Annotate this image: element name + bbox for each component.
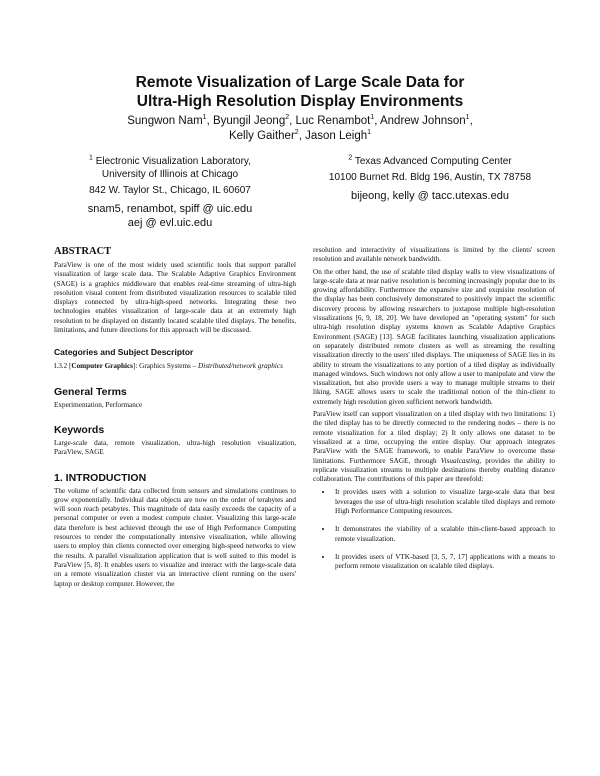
- author-name: Byungil Jeong: [212, 115, 286, 127]
- general-terms-heading: General Terms: [54, 385, 127, 398]
- affiliation-email: [60, 202, 280, 230]
- affiliation-name: [60, 155, 280, 168]
- affiliation-address: 10100 Burnet Rd. Bldg 196, Austin, TX 78758: [328, 172, 532, 183]
- affiliation-line-2: University of Illinois at Chicago: [101, 169, 239, 180]
- list-item: • It provides users of VTK-based [3, 5, 7, 17] applications with a means to perform remote visualization on scalable tiled displays.: [333, 553, 555, 572]
- affil-mark: 1: [89, 154, 93, 162]
- contribution-list: [313, 488, 555, 571]
- author-sep: ,: [206, 115, 213, 127]
- list-item: • It demonstrates the viability of a scalable thin-client-based approach to remote visualization.: [333, 525, 555, 544]
- affiliation-email: [310, 189, 550, 203]
- title-line-2: Ultra-High Resolution Display Environments: [136, 93, 464, 110]
- author-sep: ,: [289, 115, 296, 127]
- introduction-heading: 1. INTRODUCTION: [54, 471, 147, 484]
- categories-text: [54, 362, 296, 371]
- general-terms-text: Experimentation, Performance: [54, 400, 143, 409]
- paragraph: [313, 410, 555, 484]
- author-affil-mark: 1: [370, 114, 375, 122]
- categories-heading: Categories and Subject Descriptor: [54, 347, 194, 358]
- categories-rest: ]: Graphics Systems –: [132, 362, 199, 371]
- affil-mark: 2: [348, 154, 353, 162]
- author-line-2: [60, 129, 540, 144]
- paragraph: resolution and interactivity of visualizations is limited by the clients' screen resolution and available network bandwidth.: [313, 246, 555, 264]
- affiliation-right: [310, 155, 550, 203]
- abstract-text: ParaView is one of the most widely used scientific tools that support parallel visualization of large scale data. The Scalable Adaptive Graphics Environment (SAGE) is a graphics middleware that enables real-time streaming of ultra-high resolution visual content from distributed visualization resources to scalable tiled displays connected by ultra-high-speed networks. Integrating these two technologies enables visualization of large-scale data at an extremely high resolution to be displayed on distantly located scalable tiled displays. The benefits, limitations, and future directions for this approach will be discussed.: [54, 261, 296, 335]
- abstract-heading: ABSTRACT: [54, 246, 112, 257]
- paragraph: On the other hand, the use of scalable tiled display walls to view visualizations of large-scale data at near native resolution is becoming increasingly popular due to its growing affordability. Furthermore the expansive size and exquisite resolution of the display has been conclusively demonstrated to positively impact the scientific discovery process by allowing researchers to juxtapose multiple high-resolution visualizations [6, 9, 18, 20]. We have developed an "operating system" for such ultra-high resolution display systems known as Scalable Adaptive Graphics Environment (SAGE) [13]. SAGE facilitates launching visualization applications on separately distributed remote clusters as well as streaming the resulting visualization directly to the users' tiled displays. The uniqueness of SAGE lies in its ability to stream the visualizations to any portion of a tiled display as individually managed windows. Such windows not only allow a user to manipulate and view the visualization, but also provide users a way to manage multiple streams to their liking. SAGE allows users to scale the traditional notion of the thin-client to extremely high resolution given sufficient network bandwidth.: [313, 267, 555, 406]
- categories-italic: Distributed/network graphics: [198, 362, 283, 371]
- author-line-1: [60, 114, 540, 129]
- affiliation-address: 842 W. Taylor St., Chicago, IL 60607: [89, 185, 251, 196]
- title-line-1: Remote Visualization of Large Scale Data for: [135, 74, 465, 91]
- keywords-text: Large-scale data, remote visualization, ultra-high resolution visualization, ParaView, SAGE: [54, 438, 296, 457]
- email-line-1: snam5, renambot, spiff @ uic.edu: [87, 203, 253, 215]
- keywords-heading: Keywords: [54, 423, 105, 436]
- author-affil-mark: 2: [285, 114, 290, 122]
- affiliation-line-1: Texas Advanced Computing Center: [352, 156, 512, 167]
- author-name: Andrew Johnson: [379, 115, 466, 127]
- visualcasting-term: Visualcasting: [440, 456, 480, 465]
- paragraph-text: , provides the ability to replicate visualization streams to multiple destinations thereby enabling distance collaboration. The contributions of this paper are threefold:: [313, 456, 555, 484]
- left-column: [54, 246, 296, 592]
- author-sep: ,: [469, 115, 473, 127]
- author-name: Jason Leigh: [305, 130, 368, 142]
- author-name: Sungwon Nam: [127, 115, 203, 127]
- author-name: Kelly Gaither: [228, 130, 295, 142]
- author-sep: ,: [298, 130, 306, 142]
- author-list: [60, 114, 540, 144]
- affiliation-name: [310, 155, 550, 168]
- list-item: • It provides users with a solution to visualize large-scale data that best leverages the use of ultra-high resolution scalable tiled displays and remote High Performance Computing resources.: [333, 488, 555, 516]
- author-affil-mark: 1: [202, 114, 207, 122]
- right-column: [313, 246, 555, 581]
- categories-code: I.3.2 [: [54, 362, 72, 371]
- author-affil-mark: 1: [465, 114, 470, 122]
- email-line-1: bijeong, kelly @ tacc.utexas.edu: [351, 190, 509, 202]
- author-name: Luc Renambot: [295, 115, 371, 127]
- author-affil-mark: 1: [367, 129, 372, 137]
- introduction-text: The volume of scientific data collected from sensors and simulations continues to grow exponentially. Individual data objects are now on the order of terabytes and will soon reach petabytes. This magnitude of data easily exceeds the capacity of a personal computer or even a modest compute cluster. Visualizing this large-scale data therefore is best achieved through the use of High Performance Computing resources to render the computationally intensive visualization, while allowing users to employ thin clients connected over emerging high-speed networks to view the results. A parallel visualization application that is well suited to this model is ParaView [5, 8]. It enables users to visualize and interact with the large-scale data on a remote visualization cluster via an interactive client running on the users' laptop or desktop computer. However, the: [54, 486, 296, 588]
- affiliation-line-1: Electronic Visualization Laboratory,: [92, 156, 251, 167]
- author-affil-mark: 2: [294, 129, 299, 137]
- paragraph-text: ParaView itself can support visualization on a tiled display with two limitations: 1) the tiled display has to be directly connected to the rendering nodes – there is no remote visualization for a tiled display; 2) It only allows one dataset to be visualized at a time, occupying the entire display. Our approach integrates ParaView with the SAGE framework, to enable ParaView to overcome these limitations. Furthermore SAGE, through: [313, 410, 555, 465]
- email-line-2: aej @ evl.uic.edu: [127, 217, 213, 229]
- author-sep: ,: [374, 115, 380, 127]
- affiliation-left: [60, 155, 280, 230]
- categories-bold: Computer Graphics: [71, 362, 133, 371]
- paper-title: [40, 73, 560, 111]
